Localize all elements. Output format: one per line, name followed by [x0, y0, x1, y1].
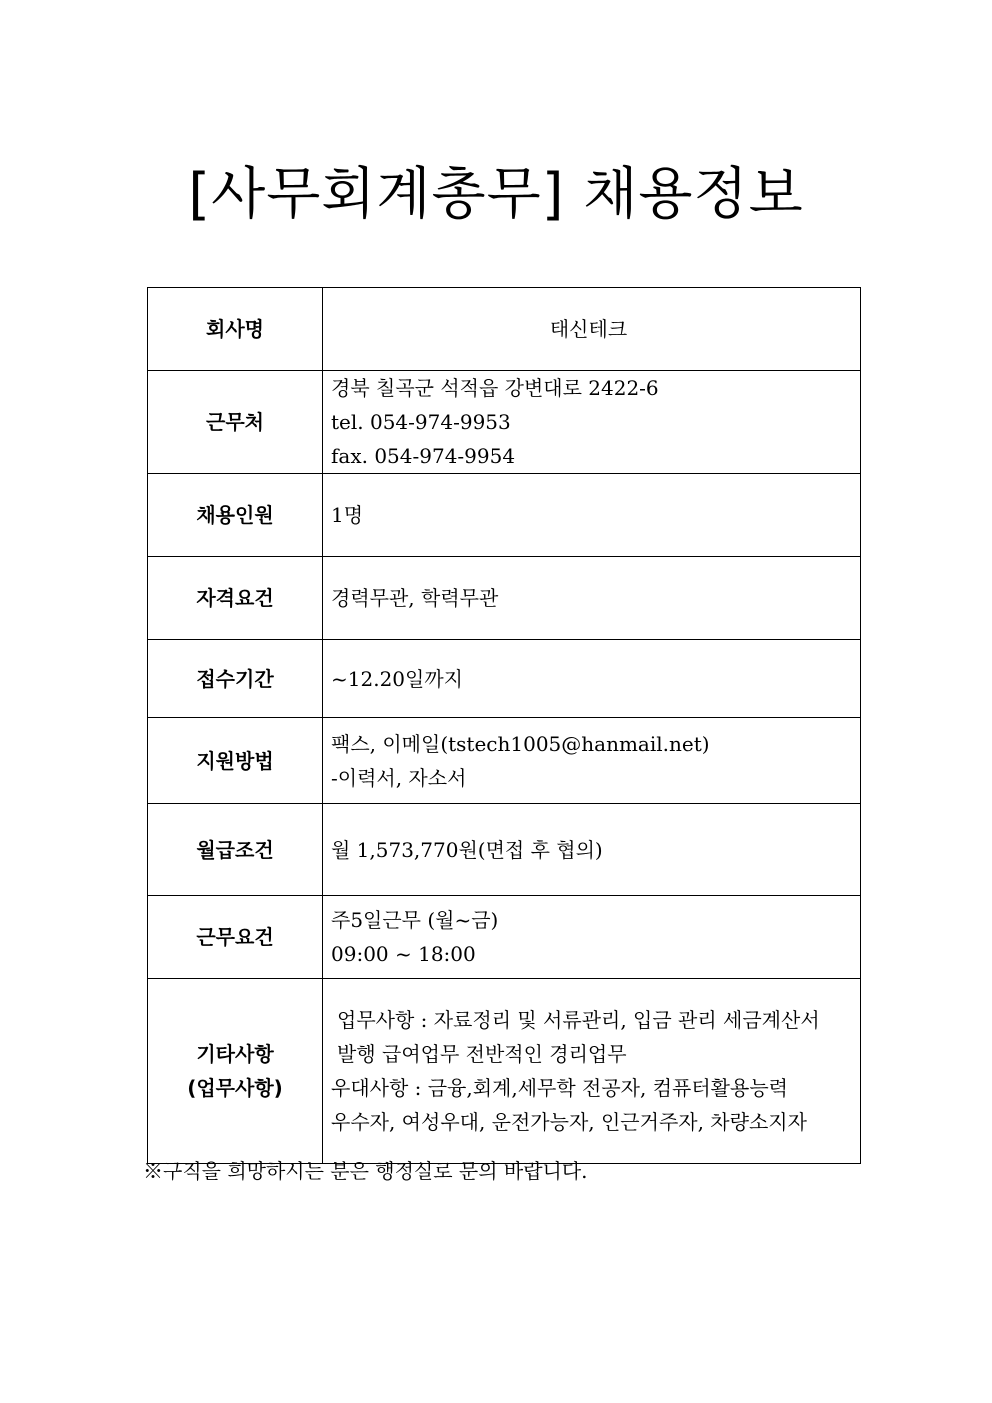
table-row-application-method — [148, 718, 861, 804]
row-value-qualification — [323, 557, 861, 640]
table-row-salary — [148, 804, 861, 896]
row-label-workplace: 근무처 — [148, 371, 323, 474]
salary-value: 월 1,573,770원(면접 후 협의) — [331, 837, 603, 862]
row-label-application-period: 접수기간 — [148, 640, 323, 718]
row-value-workplace — [323, 371, 861, 474]
row-label-qualification: 자격요건 — [148, 557, 323, 640]
application-method-contact: 팩스, 이메일(tstech1005@hanmail.net) — [331, 731, 710, 756]
table-row-other — [148, 979, 861, 1164]
footer-note: ※구직을 희망하시는 분은 행정실로 문의 바랍니다. — [143, 1159, 588, 1183]
preferences-paragraph: 우대사항 : 금융,회계,세무학 전공자, 컴퓨터활용능력 우수자, 여성우대, 운전가능자, 인근거주자, 차량소지자 — [331, 1076, 807, 1134]
row-value-application-period — [323, 640, 861, 718]
job-info-table — [147, 287, 861, 1164]
workplace-address: 경북 칠곡군 석적읍 강변대로 2422-6 — [331, 376, 659, 400]
work-hours: 09:00 ~ 18:00 — [331, 942, 476, 966]
application-method-documents: -이력서, 자소서 — [331, 765, 467, 790]
row-label-application-method: 지원방법 — [148, 718, 323, 804]
row-label-company: 회사명 — [148, 288, 323, 371]
row-label-other-main: 기타사항 — [196, 1042, 274, 1066]
row-label-work-conditions: 근무요건 — [148, 896, 323, 979]
workplace-phone: tel. 054-974-9953 — [331, 410, 511, 434]
row-value-other — [323, 979, 861, 1164]
row-value-company — [323, 288, 861, 371]
headcount-value: 1명 — [331, 503, 364, 527]
table-row-company — [148, 288, 861, 371]
table-row-headcount — [148, 474, 861, 557]
company-name: 태신테크 — [549, 317, 628, 341]
application-period-value: ~12.20일까지 — [331, 666, 463, 691]
workplace-fax: fax. 054-974-9954 — [331, 444, 516, 468]
row-value-application-method — [323, 718, 861, 804]
row-label-headcount: 채용인원 — [148, 474, 323, 557]
qualification-value: 경력무관, 학력무관 — [331, 586, 499, 610]
row-value-work-conditions — [323, 896, 861, 979]
row-value-salary — [323, 804, 861, 896]
table-row-workplace — [148, 371, 861, 474]
table-row-work-conditions — [148, 896, 861, 979]
row-label-other-sub: (업무사항) — [187, 1076, 283, 1100]
work-days: 주5일근무 (월~금) — [331, 908, 499, 932]
table-row-qualification — [148, 557, 861, 640]
table-row-application-period — [148, 640, 861, 718]
row-label-other — [148, 979, 323, 1164]
page-title: [사무회계총무] 채용정보 — [188, 162, 804, 227]
duties-paragraph: 업무사항 : 자료정리 및 서류관리, 입금 관리 세금계산서 발행 급여업무 전반적인 경리업무 — [337, 1008, 820, 1066]
row-value-headcount — [323, 474, 861, 557]
row-label-salary: 월급조건 — [148, 804, 323, 896]
